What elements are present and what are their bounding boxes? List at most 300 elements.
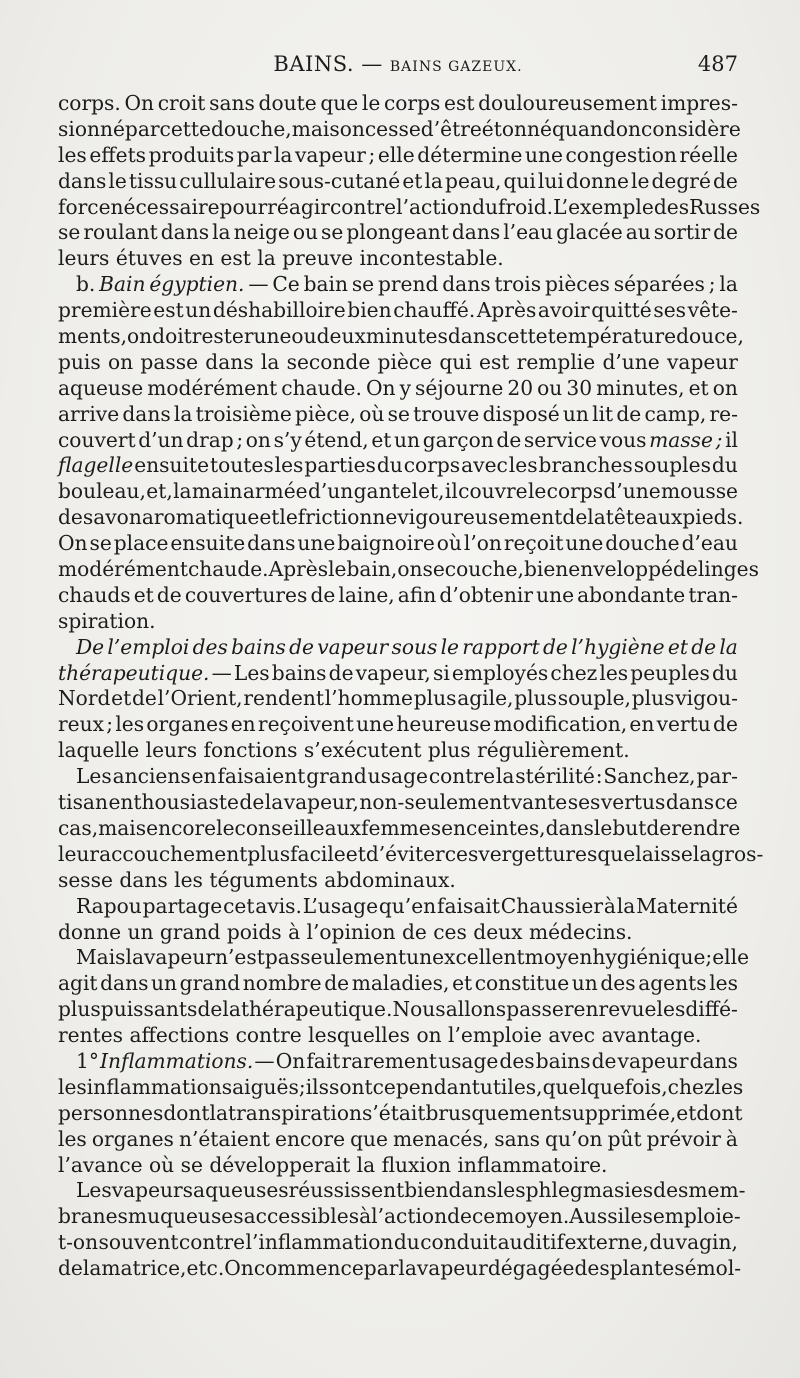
word: seulement [300,945,407,970]
word: gros- [711,841,764,866]
word: allons [445,997,507,1022]
header-dash: — [361,52,383,76]
word: Inflammations. [100,1048,254,1073]
text-line [58,505,744,531]
word: reçoivent [257,712,354,737]
word: et [667,634,688,659]
word: modérément [58,557,188,582]
word: dans [665,790,715,815]
word: qu’on [545,1126,603,1151]
text-line [58,453,738,479]
word: aqueuses [193,1178,289,1203]
word: congestion [565,142,677,167]
word: cesse [364,116,421,141]
text-line [58,298,738,324]
word: la [273,142,293,167]
word: dans [247,531,296,556]
word: diffé- [685,997,738,1022]
word: réelle [679,142,738,167]
word: la [82,1256,102,1281]
word: les [115,712,145,737]
word: effets [89,142,147,167]
word: pièce [377,349,433,374]
word: agile, [457,686,514,711]
word: le [108,168,127,193]
word: dans [100,971,149,996]
text-line [58,583,738,609]
word: l’opinion [306,919,402,944]
word: vertu [656,712,711,737]
word: dans [58,168,107,193]
word: contre [428,764,496,789]
word: baignoire [337,531,435,556]
word: à [359,1204,372,1229]
word: On [124,91,155,115]
word: de [672,557,698,582]
word: tran- [688,582,738,607]
word: de [616,401,642,426]
word: supprimée, [561,1100,677,1125]
word: pour [219,194,268,219]
word: Sanchez, [603,764,696,789]
word: rarement [341,1048,437,1073]
word: au [625,220,651,245]
word: but [612,815,647,840]
word: corps. [58,91,121,115]
word: de [447,1204,472,1229]
text-line [58,841,764,868]
word: l’inflammation [245,1230,394,1255]
word: de [646,815,672,840]
word: arrive [58,401,120,426]
word: dans [160,220,210,245]
word: On [365,375,396,400]
word: le [593,815,613,840]
word: passe [140,349,199,374]
word: dans [119,867,175,892]
word: couvert [58,427,136,452]
word: corps [546,479,604,504]
word: la [173,479,192,504]
word: les [496,1178,526,1203]
word: les [714,1074,744,1099]
word: une [524,142,563,167]
word: y [399,375,411,400]
word: minutes [365,324,448,349]
word: etc. [186,1256,225,1281]
word: leurs [145,738,204,763]
word: leur [58,841,100,866]
text-line [58,272,738,298]
word: grand [306,764,367,789]
word: considère [641,116,741,141]
word: bains [271,660,327,685]
word: par [363,1256,399,1281]
word: téguments [209,867,325,892]
word: on [108,349,134,374]
word: ; [708,272,716,297]
word: se [351,272,375,297]
word: que [597,841,636,866]
word: savon [82,505,142,530]
text-line [58,712,738,738]
word: elle [377,142,415,167]
word: — [254,1048,275,1073]
word: et [259,505,280,530]
word: tisan [58,790,108,815]
word: chez [550,660,598,685]
text-line [58,1074,744,1101]
word: la [209,1100,229,1125]
word: du [711,660,738,685]
word: garçon [422,427,494,452]
word: organes [91,1126,174,1151]
word: se [58,220,81,245]
word: bouleau, [58,479,146,504]
word: sont [328,1074,373,1099]
word: avoir [537,298,590,323]
word: poids [226,919,289,944]
word: des [499,1048,535,1073]
word: dans [442,272,491,297]
word: n’est [215,945,265,970]
word: transpiration [228,1100,362,1125]
word: une [253,324,292,349]
word: rendre [671,815,741,840]
word: du [711,453,738,478]
text-line [58,1153,738,1179]
word: où [359,401,385,426]
text-line [58,609,738,635]
word: de [713,712,738,737]
word: pût [607,1126,642,1151]
text-line [58,635,738,661]
word: souples [633,453,711,478]
word: vapeur [295,142,366,167]
word: les [274,453,304,478]
word: hygiénique [592,945,706,970]
word: le [328,557,347,582]
word: d’une [603,479,661,504]
word: où [436,531,462,556]
word: 30 [566,375,593,400]
word: masse [649,427,713,452]
word: dégagée [487,1256,575,1281]
word: ensuite [170,531,246,556]
word: ou [291,324,317,349]
word: et [676,1100,697,1125]
word: la [173,401,193,426]
word: non-seulement [359,790,511,815]
word: anciens [112,764,191,789]
word: externe, [564,1230,649,1255]
word: couvre [458,479,528,504]
word: se [89,531,112,556]
text-line [58,246,738,272]
word: le [361,91,381,115]
word: cette [159,116,211,141]
word: et [111,686,132,711]
word: usage [438,1048,499,1073]
word: organes [146,712,229,737]
text-line [58,815,741,842]
word: vigoureusement [397,505,563,530]
word: rester [191,324,254,349]
word: l’emploie [448,1023,549,1048]
word: de [58,505,83,530]
word: seconde [286,349,371,374]
text-line [58,1230,738,1256]
word: sortir [653,220,711,245]
word: et [688,375,709,400]
word: chaude. [281,375,362,400]
word: l’action [371,1204,448,1229]
word: pas [264,945,301,970]
word: ensuite [134,453,210,478]
text-line [58,1127,738,1153]
word: de [197,997,223,1022]
word: un [127,919,160,944]
word: un [406,945,433,970]
word: une [565,531,604,556]
word: de [591,1048,617,1073]
word: faisait [437,893,500,918]
word: flagelle [58,453,134,478]
word: thérapeutique. [240,997,393,1022]
word: étend, [304,427,369,452]
word: Mais [76,945,126,970]
text-line [58,557,759,583]
word: les [656,997,686,1022]
word: L’usage [302,893,379,918]
word: bains [231,634,286,659]
word: s’était [362,1100,426,1125]
word: pièces [544,272,610,297]
word: bain, [346,557,398,582]
word: doute [258,91,317,115]
word: par [236,142,272,167]
word: L’exemple [553,194,654,219]
word: affections [129,1023,236,1048]
text-line [58,945,750,971]
word: douloureusement [478,91,657,115]
word: les [599,660,629,685]
word: conduit [420,1230,498,1255]
word: Rapou [76,893,142,918]
word: un [562,401,589,426]
word: vante [510,790,568,815]
word: cas, [58,815,99,840]
word: en [230,712,256,737]
text-line [58,350,738,376]
text-line [58,790,738,816]
word: les [709,971,738,996]
word: dans [448,1178,497,1203]
word: et [133,582,154,607]
word: contre [178,1230,246,1255]
word: vapeur, [355,660,431,685]
word: menacés, [393,1126,490,1151]
word: de [156,582,182,607]
text-line [58,868,738,894]
word: la [692,841,712,866]
word: les [624,1204,653,1229]
word: Nord [58,686,111,711]
word: et [345,841,366,866]
word: un [571,971,598,996]
word: est [220,246,258,271]
text-line [58,143,738,169]
word: régulièrement. [477,738,630,763]
word: revue [598,997,657,1022]
word: impres- [660,91,738,115]
word: d’un [138,427,184,452]
word: rendent [243,686,324,711]
word: ce [714,790,738,815]
body-text [58,91,764,1282]
word: plongeant [346,220,449,245]
word: la [719,272,738,297]
word: des [653,1178,689,1203]
word: et, [146,479,173,504]
text-line [58,764,738,790]
word: partage [142,893,223,918]
word: matrice, [101,1256,187,1281]
word: quand [551,116,616,141]
word: On [58,531,88,556]
word: reçoit [503,531,564,556]
word: avantage. [601,1023,702,1048]
word: accessibles [243,1204,360,1229]
word: nécessaire [110,194,220,219]
text-line [58,479,738,505]
word: bien [404,1178,449,1203]
word: Aussi [569,1204,625,1229]
word: on [245,427,271,452]
word: corps [383,91,441,115]
word: deux [316,324,366,349]
word: Les [76,764,112,789]
word: croit [157,91,206,115]
word: à [725,1126,738,1151]
word: la [257,246,283,271]
word: vapeur [144,945,215,970]
word: d’éviter [365,841,445,866]
word: laquelle [58,738,146,763]
word: muqueuses [127,1204,244,1229]
word: du [393,1230,420,1255]
word: grand [159,919,227,944]
word: incontestable. [359,246,504,271]
word: de [239,790,265,815]
text-line [58,971,738,997]
word: dans [545,815,594,840]
word: armée [242,479,308,504]
word: que [320,91,359,115]
word: chauds [58,582,131,607]
word: dans [205,349,254,374]
word: la [587,505,606,530]
word: ments, [58,324,127,349]
word: première [58,298,152,323]
word: la [495,764,515,789]
word: à [603,893,616,918]
word: re- [709,401,738,426]
text-line [58,428,738,454]
word: stérilité [515,764,595,789]
word: s’y [273,427,302,452]
word: dont [696,1100,743,1125]
word: la [264,790,284,815]
word: médecins. [528,919,633,944]
word: la [616,893,636,918]
word: douche, [210,116,292,141]
word: se [321,220,344,245]
word: Les [76,1178,112,1203]
word: l’avance [58,1152,150,1177]
word: mem- [688,1178,746,1203]
word: de [310,582,336,607]
word: drap [186,427,234,452]
word: nombre [242,971,322,996]
word: on [397,557,423,582]
word: rentes [58,1023,130,1048]
text-line [58,220,738,246]
word: en [573,997,599,1022]
word: tissu [128,168,178,193]
word: ; [236,427,244,452]
word: la [125,945,145,970]
word: sans [209,91,255,115]
running-header [58,52,738,86]
text-line [58,169,738,195]
word: qui [503,168,536,193]
word: corps [403,453,461,478]
word: lit [592,401,614,426]
word: degré [651,168,711,193]
word: des [574,1256,610,1281]
word: par- [696,764,738,789]
word: Russes [689,194,761,219]
word: plus [631,686,675,711]
word: réagir [267,194,330,219]
word: accouchement [99,841,248,866]
word: femmes [361,815,442,840]
word: heureuse [396,712,492,737]
word: plus [427,738,478,763]
word: les [58,142,87,167]
text-line [58,324,744,350]
word: moyen. [495,1204,570,1229]
word: pieds. [682,505,744,530]
page-number: 487 [697,52,738,76]
word: vapeur [667,349,738,374]
word: réussissent [288,1178,405,1203]
word: cette [496,324,548,349]
word: service [523,427,597,452]
word: d’un [307,479,354,504]
word: roulant [83,220,158,245]
word: Maternité [636,893,738,918]
word: la [260,349,280,374]
word: de [691,634,717,659]
word: chez [667,1074,715,1099]
word: un [394,427,421,452]
word: lui [537,168,564,193]
word: plus [247,841,291,866]
word: leurs [58,246,116,271]
text-line [58,661,738,687]
